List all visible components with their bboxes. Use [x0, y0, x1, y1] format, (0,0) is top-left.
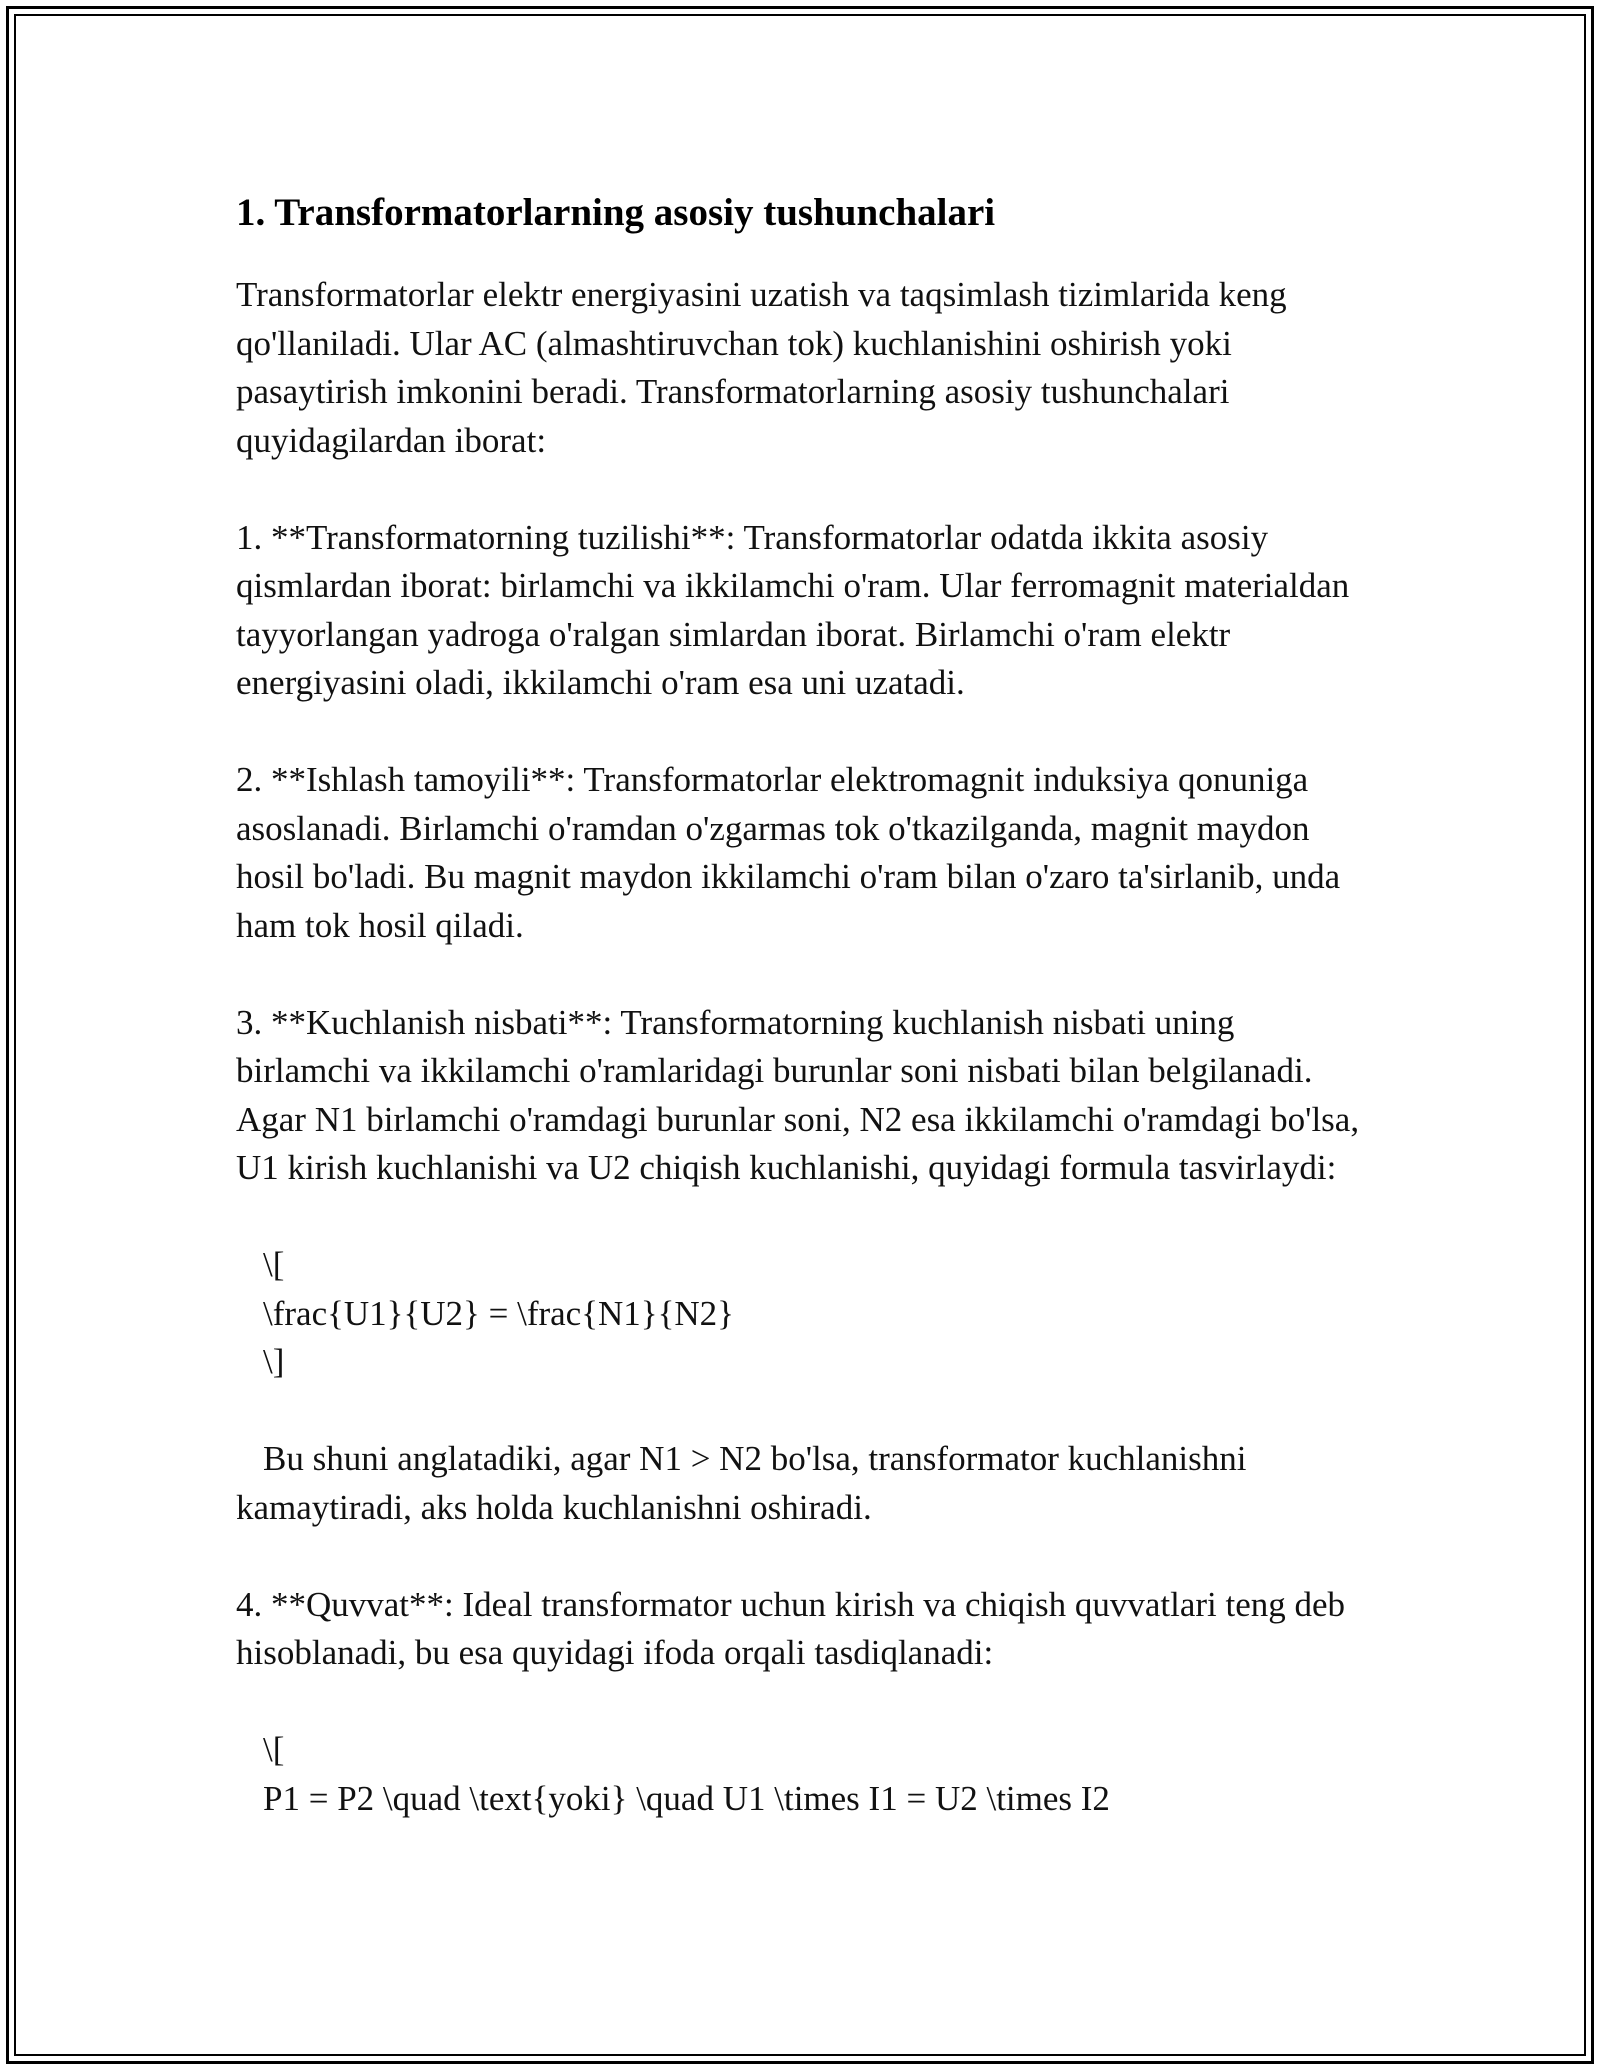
item-voltage-ratio: 3. **Kuchlanish nisbati**: Transformatorning kuchlanish nisbati uning birlamchi va ikkilamchi o'ramlaridagi burunlar soni nisbati bilan belgilanadi. Agar N1 birlamchi o'ramdagi burunlar soni, N2 esa ikkilamchi o'ramdagi bo'lsa, U1 kirish kuchlanishi va U2 chiqish kuchlanishi, quyidagi formula tasvirlaydi:: [236, 1002, 1360, 1187]
formula-open-delimiter: \[: [263, 1245, 285, 1284]
power-formula: [236, 1726, 1376, 1823]
item-working-principle: 2. **Ishlash tamoyili**: Transformatorlar elektromagnit induksiya qonuniga asoslanadi. Birlamchi o'ramdan o'zgarmas tok o'tkazilganda, magnit maydon hosil bo'ladi. Bu magnit maydon ikkilamchi o'ram bilan o'zaro ta'sirlanib, unda ham tok hosil qiladi.: [236, 760, 1341, 945]
item-structure: 1. **Transformatorning tuzilishi**: Transformatorlar odatda ikkita asosiy qismlardan iborat: birlamchi va ikkilamchi o'ram. Ular ferromagnit materialdan tayyorlangan yadroga o'ralgan simlardan iborat. Birlamchi o'ram elektr energiyasini oladi, ikkilamchi o'ram esa uni uzatadi.: [236, 517, 1350, 702]
formula-open-delimiter: \[: [263, 1730, 285, 1769]
voltage-ratio-formula: [236, 1241, 1376, 1387]
intro-paragraph: Transformatorlar elektr energiyasini uzatish va taqsimlash tizimlarida keng qo'llaniladi. Ular AC (almashtiruvchan tok) kuchlanishini oshirish yoki pasaytirish imkonini beradi. Transformatorlarning asosiy tushunchalari quyidagilardan iborat:: [236, 275, 1287, 460]
formula-close-delimiter: \]: [263, 1342, 285, 1381]
item-power: 4. **Quvvat**: Ideal transformator uchun kirish va chiqish quvvatlari teng deb hisoblanadi, bu esa quyidagi ifoda orqali tasdiqlanadi:: [236, 1584, 1346, 1672]
section-heading: 1. Transformatorlarning asosiy tushunchalari: [236, 191, 996, 234]
formula-body: P1 = P2 \quad \text{yoki} \quad U1 \times I1 = U2 \times I2: [263, 1778, 1110, 1818]
voltage-ratio-note: Bu shuni anglatadiki, agar N1 > N2 bo'lsa, transformator kuchlanishni kamaytiradi, aks holda kuchlanishni oshiradi.: [236, 1439, 1247, 1527]
document-body: [236, 187, 1376, 1872]
formula-body: \frac{U1}{U2} = \frac{N1}{N2}: [263, 1293, 734, 1333]
